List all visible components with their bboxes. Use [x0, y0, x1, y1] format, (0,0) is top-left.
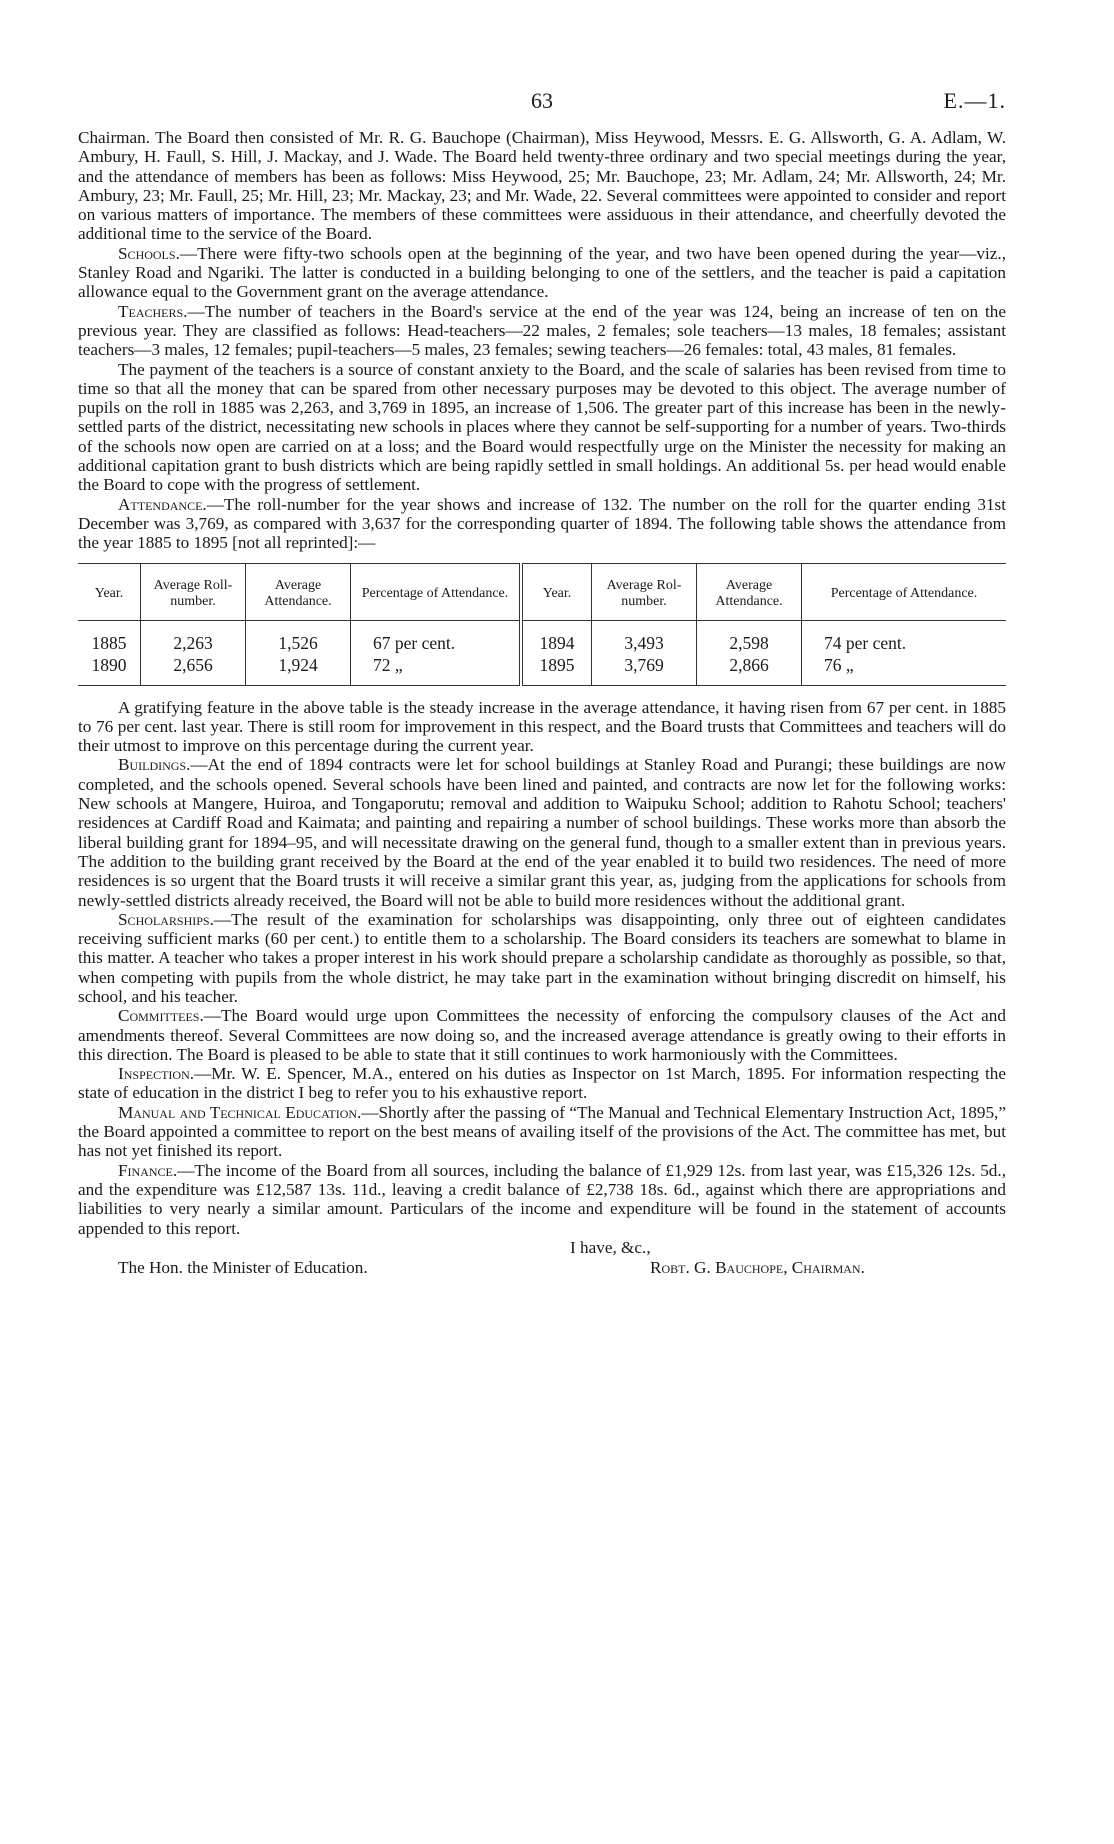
table-cell: 1895 — [521, 655, 592, 686]
col-header-roll-2: Average Rol-number. — [592, 563, 697, 620]
col-header-percentage: Percentage of Attendance. — [351, 563, 522, 620]
section-heading-committees: Committees. — [118, 1006, 204, 1026]
section-text-finance: —The income of the Board from all sources, including the balance of £1,929 12s. from last year, was £15,326 12s. 5d., and the expenditure was £12,587 13s. 11d., leaving a credit balance of £2,738 18s. 6d., against which there are appropriations and liabilities to very nearly a similar amount. Particulars of the income and expenditure will be found in the statement of accounts appended to this report. — [78, 1160, 1006, 1238]
table-cell: 2,263 — [141, 620, 246, 655]
section-heading-teachers: Teachers. — [118, 301, 188, 321]
page-number: 63 — [531, 88, 553, 113]
section-heading-manual: Manual and Technical Education. — [118, 1102, 362, 1122]
table-cell: 3,769 — [592, 655, 697, 686]
paragraph-inspection — [78, 1064, 1006, 1103]
paragraph-buildings — [78, 755, 1006, 909]
table-cell: 1894 — [521, 620, 592, 655]
paragraph-schools — [78, 244, 1006, 302]
section-text-buildings: —At the end of 1894 contracts were let for school buildings at Stanley Road and Purangi; these buildings are now completed, and the schools opened. Several schools have been lined and painted, and contracts are now let for the following works: New schools at Mangere, Huiroa, and Tongaporutu; removal and addition to Waipuku School; addition to Rahotu School; teachers' residences at Cardiff Road and Kaimata; and painting and repairing a number of school buildings. These works more than absorb the liberal building grant for 1894–95, and will necessitate drawing on the general fund, though to a smaller extent than in previous years. The addition to the building grant received by the Board at the end of the year enabled it to build two residences. The need of more residences is so urgent that the Board trusts it will receive a similar grant this year, as, judging from the applications for schools from newly-settled districts already received, the Board will not be able to build more residences without the additional grant. — [78, 755, 1006, 910]
paragraph-committees — [78, 1006, 1006, 1064]
closing-line — [78, 1238, 1006, 1258]
table-cell: 2,656 — [141, 655, 246, 686]
table-cell: 3,493 — [592, 620, 697, 655]
section-heading-inspection: Inspection. — [118, 1064, 195, 1084]
page-header — [78, 88, 1006, 128]
section-text-scholarships: —The result of the examination for scholarships was disappointing, only three out of eighteen candidates receiving sufficient marks (60 per cent.) to entitle them to a scholarship. The Board considers its teachers are somewhat to blame in this matter. A teacher who takes a proper interest in his work should prepare a scholarship candidate as thoroughly as possible, so that, when competing with pupils from the whole district, he may take part in the examination without bringing discredit on himself, his school, and his teacher. — [78, 909, 1006, 1006]
section-heading-buildings: Buildings. — [118, 755, 191, 775]
col-header-percentage-2: Percentage of Attendance. — [802, 563, 1007, 620]
paragraph-manual — [78, 1103, 1006, 1161]
table-cell: 74 per cent. — [802, 620, 1007, 655]
addressee: The Hon. the Minister of Education. — [118, 1257, 368, 1277]
section-text-schools: —There were fifty-two schools open at the beginning of the year, and two have been opened during the year—viz., Stanley Road and Ngariki. The latter is conducted in a building belonging to one of the settlers, and the teacher is paid a capitation allowance equal to the Government grant on the average attendance. — [78, 243, 1006, 302]
paragraph-scholarships — [78, 910, 1006, 1006]
table-cell: 1885 — [91, 632, 127, 653]
paragraph-attendance — [78, 495, 1006, 553]
table-cell: 1,526 — [246, 620, 351, 655]
attendance-table — [78, 563, 1006, 686]
table-row — [78, 620, 1006, 655]
table-cell: 67 per cent. — [351, 620, 522, 655]
paragraph-finance — [78, 1161, 1006, 1238]
paragraph-board: Chairman. The Board then consisted of Mr. R. G. Bauchope (Chairman), Miss Heywood, Messrs. E. G. Allsworth, G. A. Adlam, W. Ambury, H. Faull, S. Hill, J. Mackay, and J. Wade. The Board held twenty-three ordinary and two special meetings during the year, and the attendance of members has been as follows: Miss Heywood, 25; Mr. Bauchope, 23; Mr. Adlam, 24; Mr. Allsworth, 24; Mr. Ambury, 23; Mr. Faull, 25; Mr. Hill, 23; Mr. Mackay, 23; and Mr. Wade, 22. Several committees were appointed to consider and report on various matters of importance. The members of these committees were assiduous in their attendance, and cheerfully devoted the additional time to the service of the Board. — [78, 128, 1006, 244]
col-header-year-2: Year. — [521, 563, 592, 620]
table-header-row — [78, 563, 1006, 620]
table-row — [78, 655, 1006, 686]
col-header-attendance: Average Attendance. — [246, 563, 351, 620]
document-reference: E.—1. — [943, 88, 1006, 113]
signature-line — [78, 1258, 1006, 1278]
closing-i-have: I have, &c., — [570, 1237, 651, 1257]
section-text-attendance: —The roll-number for the year shows and increase of 132. The number on the roll for the quarter ending 31st December was 3,769, as compared with 3,637 for the corresponding quarter of 1894. The following table shows the attendance from the year 1885 to 1895 [not all reprinted]:— — [78, 494, 1006, 553]
section-heading-scholarships: Scholarships. — [118, 909, 214, 929]
paragraph-teachers — [78, 302, 1006, 360]
paragraph-payment: The payment of the teachers is a source of constant anxiety to the Board, and the scale of salaries has been revised from time to time so that all the money that can be spared from other necessary purposes may be devoted to this object. The average number of pupils on the roll in 1885 was 2,263, and 3,769 in 1895, an increase of 1,506. The greater part of this increase has been in the newly-settled parts of the district, necessitating new schools in places where they cannot be self-supporting for a number of years. Two-thirds of the schools now open are carried on at a loss; and the Board would respectfully urge on the Minister the necessity for making an additional capitation grant to bush districts which are being rapidly settled in small holdings. An additional 5s. per head would enable the Board to cope with the progress of settlement. — [78, 359, 1006, 495]
section-text-teachers: —The number of teachers in the Board's service at the end of the year was 124, being an increase of ten on the previous year. They are classified as follows: Head-teachers—22 males, 2 females; sole teachers—13 males, 18 females; assistant teachers—3 males, 12 females; pupil-teachers—5 males, 23 females; sewing teachers—26 females: total, 43 males, 81 females. — [78, 301, 1006, 360]
document-page — [78, 88, 1006, 1278]
section-heading-finance: Finance. — [118, 1160, 178, 1180]
col-header-year: Year. — [78, 563, 141, 620]
section-heading-attendance: Attendance. — [118, 494, 207, 514]
table-cell: 1,924 — [246, 655, 351, 686]
signature: Robt. G. Bauchope, Chairman. — [650, 1257, 865, 1277]
paragraph-gratifying: A gratifying feature in the above table is the steady increase in the average attendance, it having risen from 67 per cent. in 1885 to 76 per cent. last year. There is still room for improvement in this respect, and the Board trusts that Committees and teachers will do their utmost to improve on this percentage during the current year. — [78, 697, 1006, 756]
table-cell: 1890 — [78, 655, 141, 686]
table-cell: 2,866 — [697, 655, 802, 686]
section-text-inspection: —Mr. W. E. Spencer, M.A., entered on his duties as Inspector on 1st March, 1895. For information respecting the state of education in the district I beg to refer you to his exhaustive report. — [78, 1064, 1006, 1103]
col-header-attendance-2: Average Attendance. — [697, 563, 802, 620]
section-text-committees: —The Board would urge upon Committees the necessity of enforcing the compulsory clauses of the Act and amendments thereof. Several Committees are now doing so, and the increased average attendance is greatly owing to their efforts in this direction. The Board is pleased to be able to state that it still continues to work harmoniously with the Committees. — [78, 1006, 1006, 1064]
col-header-roll: Average Roll-number. — [141, 563, 246, 620]
table-cell: 76 „ — [802, 655, 1007, 686]
table-cell: 72 „ — [351, 655, 522, 686]
section-heading-schools: Schools. — [118, 243, 180, 263]
table-cell: 2,598 — [697, 620, 802, 655]
section-text-manual: —Shortly after the passing of “The Manual and Technical Elementary Instruction Act, 1895,” the Board appointed a committee to report on the best means of availing itself of the provisions of the Act. The committee has met, but has not yet finished its report. — [78, 1102, 1006, 1161]
